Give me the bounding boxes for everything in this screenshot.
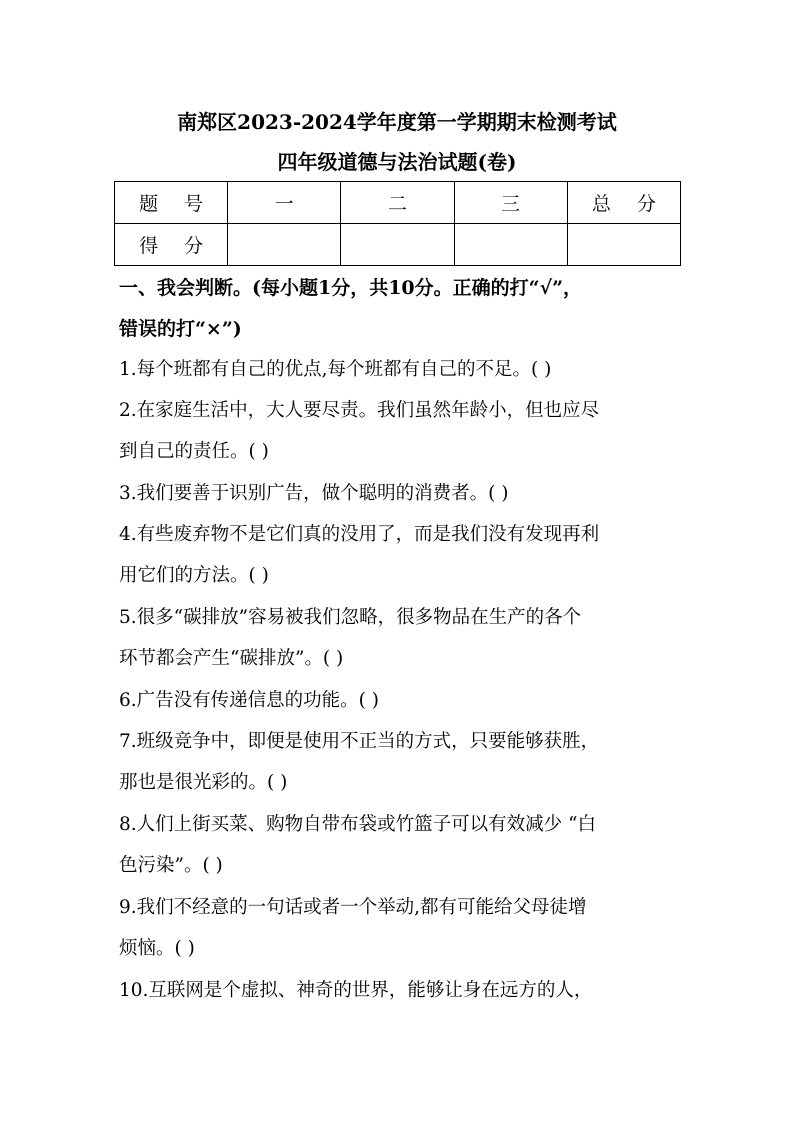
exam-subtitle: 四年级道德与法治试题(卷): [277, 150, 517, 174]
score-cell-section1[interactable]: [228, 224, 341, 266]
score-table: [114, 181, 681, 266]
question-9: 9.我们不经意的一句话或者一个举动,都有可能给父母徒增: [119, 897, 587, 918]
question-5: 5.很多“碳排放”容易被我们忽略，很多物品在生产的各个: [119, 607, 582, 628]
question-9-cont: 烦恼。( ): [119, 938, 195, 959]
score-table-score-row: [115, 224, 681, 266]
question-6: 6.广告没有传递信息的功能。( ): [119, 690, 379, 711]
question-1: 1.每个班都有自己的优点,每个班都有自己的不足。( ): [119, 359, 552, 380]
score-table-cell: 总 分: [567, 182, 680, 224]
exam-title: 南郑区2023-2024学年度第一学期期末检测考试: [177, 110, 617, 134]
score-cell-total[interactable]: [567, 224, 680, 266]
question-3: 3.我们要善于识别广告，做个聪明的消费者。( ): [119, 483, 509, 504]
score-table-cell: 题 号: [115, 182, 228, 224]
question-4-cont: 用它们的方法。( ): [119, 565, 269, 586]
question-2: 2.在家庭生活中，大人要尽责。我们虽然年龄小，但也应尽: [119, 400, 600, 421]
question-7: 7.班级竞争中，即便是使用不正当的方式，只要能够获胜，: [119, 731, 600, 752]
score-table-cell: 一: [228, 182, 341, 224]
score-table-header-row: [115, 182, 681, 224]
question-8-cont: 色污染”。( ): [119, 855, 223, 876]
question-4: 4.有些废弃物不是它们真的没用了，而是我们没有发现再利: [119, 524, 600, 545]
question-5-cont: 环节都会产生“碳排放”。( ): [119, 648, 344, 669]
score-table-cell: 二: [341, 182, 454, 224]
section1-heading-cont: 错误的打“×”): [119, 318, 242, 340]
score-table-cell: 得 分: [115, 224, 228, 266]
score-cell-section2[interactable]: [341, 224, 454, 266]
question-8: 8.人们上街买菜、购物自带布袋或竹篮子可以有效减少 “白: [119, 814, 596, 835]
question-7-cont: 那也是很光彩的。( ): [119, 772, 288, 793]
score-table-cell: 三: [454, 182, 567, 224]
score-cell-section3[interactable]: [454, 224, 567, 266]
question-2-cont: 到自己的责任。( ): [119, 441, 269, 462]
question-10: 10.互联网是个虚拟、神奇的世界，能够让身在远方的人，: [119, 980, 593, 1001]
section1-heading: 一、我会判断。(每小题1分，共10分。正确的打“√”，: [119, 277, 582, 299]
